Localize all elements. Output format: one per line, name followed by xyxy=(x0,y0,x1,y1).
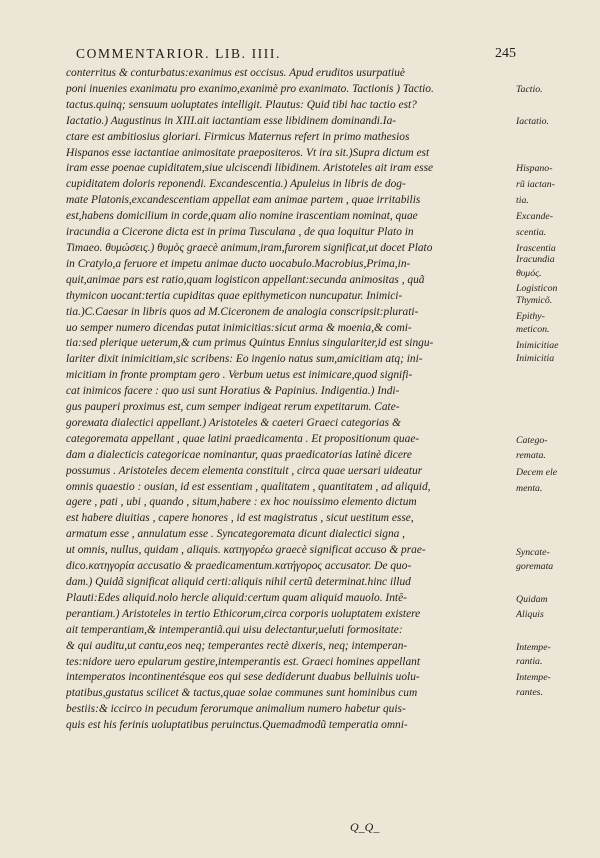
text-line: uo semper numero dicendas putat inimicitias:sicut arma & moenia,& comi- xyxy=(66,321,412,334)
text-line: lariter dixit inimicitiam,sic scribens: Eo ingenio natus sum,amicitiam atq; ini- xyxy=(66,353,423,366)
margin-note: Aliquis xyxy=(516,608,544,620)
margin-note: Decem ele xyxy=(516,467,558,479)
text-line: Timaeo. θυμώσεις.) θυμὸς graecè animum,iram,furorem significat,ut docet Plato xyxy=(66,241,433,254)
margin-note: Intempe- xyxy=(516,641,551,653)
margin-note: rũ iactan- xyxy=(516,179,555,191)
text-line: cupiditatem doloris reponendi. Excandescentia.) Apuleius in libris de dog- xyxy=(66,178,406,191)
text-line: in Cratylo,a feruore et impetu animae ducto uocabulo.Macrobius,Prima,in- xyxy=(66,257,411,270)
margin-note: Excande- xyxy=(516,211,553,223)
margin-note: rantes. xyxy=(516,686,543,698)
text-line: agere , pati , ubi , quando , situm,habere : ex hoc nouissimo elemento dictum xyxy=(66,496,417,509)
text-line: bestiis:& iccirco in pecudum ferorumque animalium numero habetur quis- xyxy=(66,703,406,716)
margin-note: rantia. xyxy=(516,656,543,668)
text-line: ptatibus,gustatus scilicet & tactus,quae solae communes sunt hominibus cum xyxy=(66,687,418,700)
text-line: intemperatos incontinentésque eos qui sese dediderunt duabus belluinis uolu- xyxy=(66,671,420,684)
text-line: omnis quaestio : ousian, id est essentiam , qualitatem , quantitatem , ad aliquid, xyxy=(66,480,431,493)
text-line: ait temperantiam,& intemperantiã.qui uisu delectantur,ueluti formositate: xyxy=(66,623,403,636)
margin-note: Iracundia xyxy=(516,254,555,266)
page-number: 245 xyxy=(495,46,516,61)
text-line: ctare est ambitiosius gloriari. Firmicus Maternus refert in primo mathesios xyxy=(66,130,410,143)
margin-note: Thymicõ. xyxy=(516,295,553,307)
margin-note: Epithy- xyxy=(516,311,545,323)
margin-note: Hispano- xyxy=(516,163,553,175)
margin-note: Iactatio. xyxy=(516,115,549,127)
text-line: est habere diuitias , capere honores , id est magistratus , sicut uestitum esse, xyxy=(66,512,414,525)
text-line: & qui auditu,ut cantu,eos neq; temperantes rectè dixeris, neq; intemperan- xyxy=(66,639,408,652)
margin-note: Logisticon xyxy=(516,282,558,294)
text-line: conterritus & conturbatus:exanimus est occisus. Apud eruditos usurpatiuè xyxy=(66,67,405,79)
text-line: tes:nidore uero epularum gestire,intemperantis est. Graeci homines appellant xyxy=(66,655,421,668)
text-line: iram esse poenae cupiditatem,siue ulciscendi libidinem. Aristoteles ait iram esse xyxy=(66,162,434,175)
text-line: ut omnis, nullus, quidam , aliquis. κατηγορέω graecè significat accuso & prae- xyxy=(66,544,426,557)
text-line: quis est his ferinis uoluptatibus peruinctus.Quemadmodũ temperatia omni- xyxy=(66,719,408,732)
margin-note: Catego- xyxy=(516,435,548,447)
margin-note: Inimicitiae xyxy=(516,339,559,351)
catchword: Q_Q_ xyxy=(350,820,380,834)
text-line: cat inimicos facere : quo usi sunt Horatius & Papinius. Indigentia.) Indi- xyxy=(66,385,400,398)
margin-note: Quidam xyxy=(516,594,548,606)
text-line: perantiam.) Aristoteles in tertio Ethicorum,circa corporis uoluptatem existere xyxy=(66,607,421,620)
margin-note: meticon. xyxy=(516,323,550,335)
margin-note: tia. xyxy=(516,195,529,207)
text-line: categoremata appellant , quae latini praedicamenta . Et propositionum quae- xyxy=(66,432,420,445)
margin-note: Tactio. xyxy=(516,83,543,95)
text-line: tia.)C.Caesar in libris quos ad M.Ciceronem de analogia conscripsit:plurati- xyxy=(66,305,419,318)
text-line: Hispanos esse iactantiae animositate praepositeros. Vt ira sit.)Supra dictum est xyxy=(66,146,430,159)
margin-note: remata. xyxy=(516,449,546,461)
text-line: dico.κατηγορία accusatio & praedicamentum.κατήγορος accusator. De quo- xyxy=(66,560,412,573)
text-line: possumus . Aristoteles decem elementa constituit , circa quae uersari uideatur xyxy=(66,464,423,477)
text-line: micitiam in fronte promptam gero . Verbum uetus est inimicare,quod signifi- xyxy=(66,369,413,382)
margin-note: scentia. xyxy=(516,227,547,238)
text-line: Iactatio.) Augustinus in XIII.ait iactantiam esse libidinem dominandi.Ia- xyxy=(66,114,397,127)
text-line: mate Platonis,excandescentiam appellat eam animae partem , quae irritabilis xyxy=(66,194,421,207)
text-line: dam.) Quidã significat aliquid certi:aliquis nihil certũ determinat.hinc illud xyxy=(66,576,411,588)
text-line: gorемata dialectici appellant.) Aristoteles & caeteri Graeci categorias & xyxy=(66,416,401,429)
margin-note: θυμός. xyxy=(516,268,542,280)
margin-note: goremata xyxy=(516,560,554,572)
text-line: tia:sed plerique ueterum,& cum primus Quintus Ennius singulariter,id est singu- xyxy=(66,337,434,350)
text-line: iracundia a Cicerone dicta est in prima Tusculana , de qua loquitur Plato in xyxy=(66,226,414,239)
margin-note: Inimicitia xyxy=(516,352,555,364)
running-title: COMMENTARIOR. LIB. IIII. xyxy=(76,46,281,61)
margin-note: Irascentia xyxy=(516,242,556,254)
text-line: thymicon uocant:tertia cupiditas quae epithymeticon nuncupatur. Inimici- xyxy=(66,289,403,302)
text-line: dam a dialecticis categoricae nominantur, quas praedicatorias latinè dicere xyxy=(66,448,412,461)
text-line: armatum esse , annulatum esse . Syncategoremata dicunt dialectici signa , xyxy=(66,528,406,541)
text-line: Plauti:Edes aliquid.nolo hercle aliquid:certum quam aliquid mauolo. Intē- xyxy=(66,591,407,604)
text-line: quit,animae pars est ratio,quam logisticon appellant:secunda animositas , quã xyxy=(66,273,425,286)
main-text-column xyxy=(66,66,514,734)
margin-note: Syncate- xyxy=(516,546,550,558)
text-line: tactus.quinq; sensuum uoluptates intelligit. Plautus: Quid tibi hac tactio est? xyxy=(66,98,417,111)
text-line: poni inuenies exanimatu pro exanimo,exanimè pro exanimato. Tactionis ) Tactio. xyxy=(66,82,434,95)
margin-note: Intempe- xyxy=(516,672,551,684)
margin-note: menta. xyxy=(516,482,543,494)
text-line: gus pauperi proximus est, cum semper indigeat rerum expetitarum. Cate- xyxy=(66,401,400,414)
text-line: est,habens domicilium in corde,quam alio nomine irascentiam nominat, quae xyxy=(66,210,418,223)
